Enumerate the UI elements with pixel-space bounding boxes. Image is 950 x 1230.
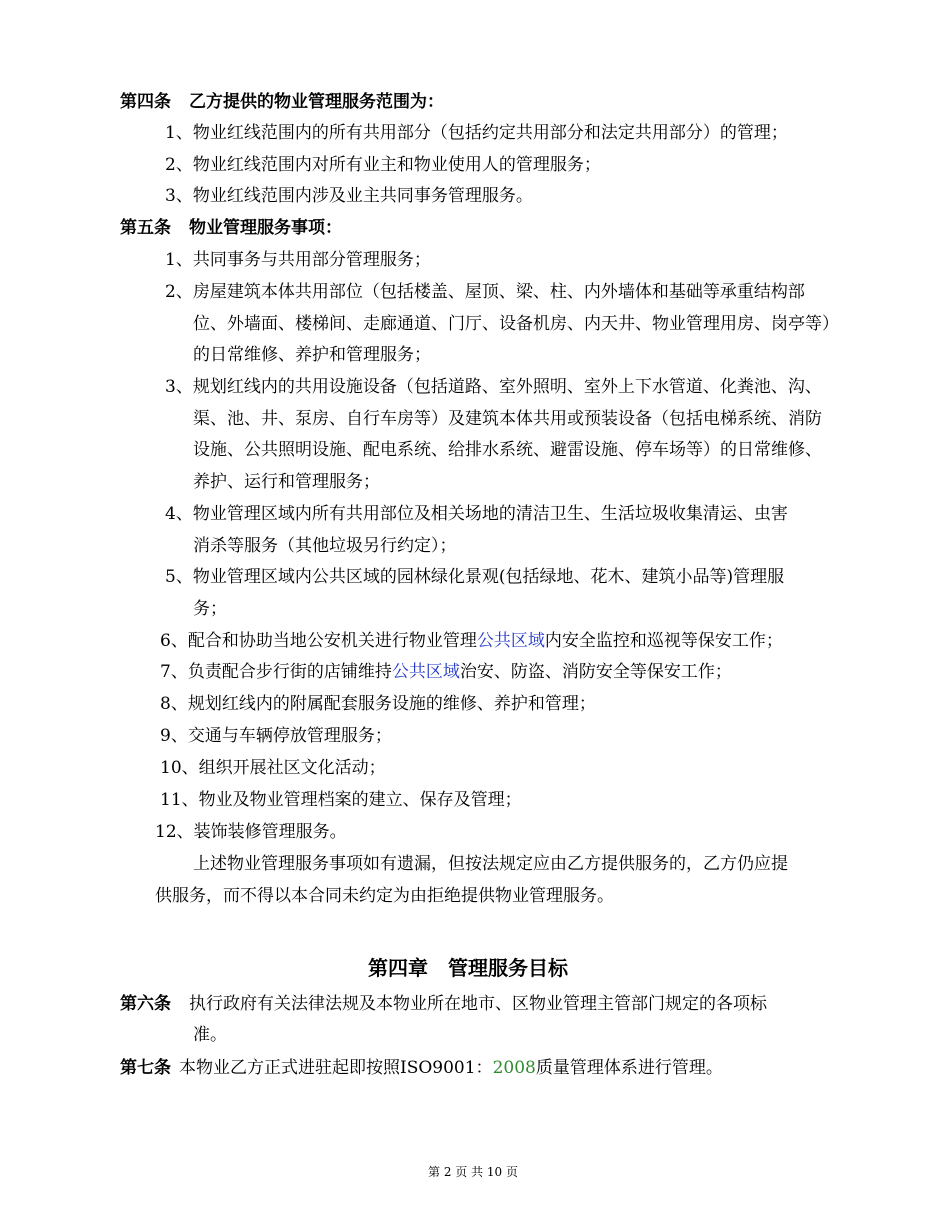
article-5-closing-line-1: 上述物业管理服务事项如有遗漏，但按法规定应由乙方提供服务的，乙方仍应提: [193, 854, 788, 874]
article-6-line-2: 准。: [193, 1025, 227, 1045]
item-7-text-end: 治安、防盗、消防安全等保安工作；: [459, 662, 732, 682]
article-7: [120, 1056, 723, 1080]
article-5-item-4-line-2: 消杀等服务（其他垃圾另行约定）；: [193, 536, 457, 556]
article-7-text-start: 本物业乙方正式进驻起即按照ISO9001：: [179, 1058, 493, 1078]
article-5-item-3-line-4: 养护、运行和管理服务；: [193, 472, 380, 492]
article-4-heading: [120, 90, 444, 114]
article-5-title: 物业管理服务事项：: [189, 218, 342, 238]
chapter-heading: 第四章 管理服务目标: [368, 956, 568, 980]
article-5-item-2-line-2: 位、外墙面、楼梯间、走廊通道、门厅、设备机房、内天井、物业管理用房、岗亭等）: [193, 314, 839, 334]
article-7-text-end: 质量管理体系进行管理。: [535, 1058, 723, 1078]
item-6-text-start: 6、配合和协助当地公安机关进行物业管理: [160, 631, 477, 651]
article-4-title: 乙方提供的物业管理服务范围为：: [189, 92, 444, 112]
article-5-item-6: [160, 629, 783, 653]
article-4-label: 第四条: [120, 92, 171, 112]
article-5-item-3-line-2: 渠、池、井、泵房、自行车房等）及建筑本体共用或预装设备（包括电梯系统、消防: [193, 409, 822, 429]
item-6-text-end: 内安全监控和巡视等保安工作；: [544, 631, 783, 651]
article-5-item-7: [160, 660, 732, 684]
article-5-item-4-line-1: 4、物业管理区域内所有共用部位及相关场地的清洁卫生、生活垃圾收集清运、虫害: [165, 504, 788, 524]
article-5-item-5-line-2: 务；: [193, 599, 227, 619]
public-area-link-1[interactable]: 公共区域: [476, 631, 545, 651]
article-5-heading: [120, 216, 342, 240]
article-5-item-11: 11、物业及物业管理档案的建立、保存及管理；: [160, 790, 522, 810]
article-5-item-12: 12、装饰装修管理服务。: [155, 822, 347, 842]
article-7-label: 第七条: [120, 1058, 171, 1078]
article-5-item-3-line-1: 3、规划红线内的共用设施设备（包括道路、室外照明、室外上下水管道、化粪池、沟、: [165, 377, 822, 397]
article-6-line-1: [120, 992, 767, 1016]
article-5-label: 第五条: [120, 218, 171, 238]
article-5-item-1: 1、共同事务与共用部分管理服务；: [165, 250, 431, 270]
article-5-item-5-line-1: 5、物业管理区域内公共区域的园林绿化景观(包括绿地、花木、建筑小品等)管理服: [165, 567, 785, 587]
article-4-item-1: 1、物业红线范围内的所有共用部分（包括约定共用部分和法定共用部分）的管理；: [165, 123, 788, 143]
article-5-item-2-line-1: 2、房屋建筑本体共用部位（包括楼盖、屋顶、梁、柱、内外墙体和基础等承重结构部: [165, 282, 805, 302]
article-5-closing-line-2: 供服务，而不得以本合同未约定为由拒绝提供物业管理服务。: [155, 886, 614, 906]
article-5-item-2-line-3: 的日常维修、养护和管理服务；: [193, 345, 431, 365]
article-5-item-3-line-3: 设施、公共照明设施、配电系统、给排水系统、避雷设施、停车场等）的日常维修、: [193, 440, 822, 460]
article-6-label: 第六条: [120, 994, 171, 1014]
article-4-item-3: 3、物业红线范围内涉及业主共同事务管理服务。: [165, 186, 533, 206]
article-5-item-9: 9、交通与车辆停放管理服务；: [160, 726, 392, 746]
public-area-link-2[interactable]: 公共区域: [391, 662, 460, 682]
article-7-year: 2008: [492, 1058, 536, 1078]
page-footer: 第 2 页 共 10 页: [428, 1165, 518, 1179]
article-5-item-8: 8、规划红线内的附属配套服务设施的维修、养护和管理；: [160, 694, 596, 714]
item-7-text-start: 7、负责配合步行街的店铺维持: [160, 662, 392, 682]
article-5-item-10: 10、组织开展社区文化活动；: [160, 758, 386, 778]
article-4-item-2: 2、物业红线范围内对所有业主和物业使用人的管理服务；: [165, 155, 601, 175]
article-6-text-1: 执行政府有关法律法规及本物业所在地市、区物业管理主管部门规定的各项标: [189, 994, 767, 1014]
